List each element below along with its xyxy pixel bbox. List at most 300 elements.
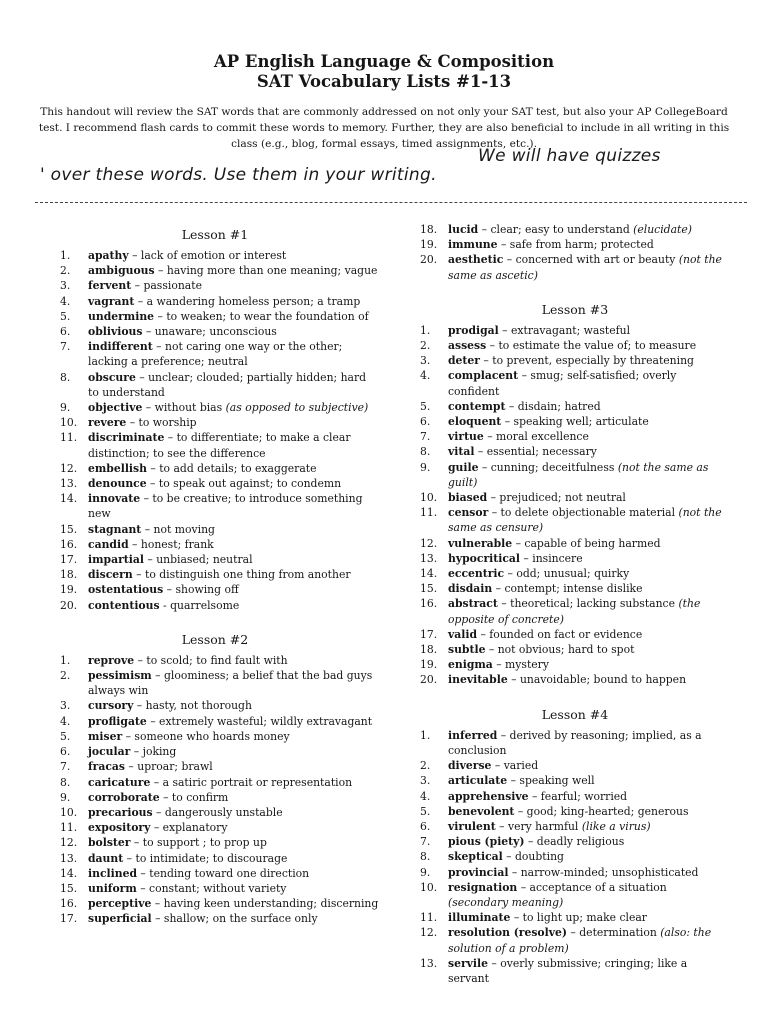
vocab-item (60, 430, 380, 460)
vocab-item (60, 522, 380, 537)
item-number: 9. (420, 460, 431, 474)
vocab-item (60, 805, 380, 820)
vocab-term: illuminate (448, 911, 511, 925)
vocab-definition: – clear; easy to understand (478, 223, 634, 236)
intro-paragraph: This handout will review the SAT words that are commonly addressed on not only your SAT test, but also your AP CollegeBoard test. I recommend flash cards to commit these words to memory. Further, they are also beneficial to include in all writing in this class (e.g., blog, formal essays, timed assignments, etc.). (38, 106, 730, 150)
vocab-definition: – narrow-minded; unsophisticated (508, 865, 699, 879)
vocab-item (420, 222, 730, 237)
vocab-term: biased (448, 491, 488, 505)
item-number: 10. (60, 805, 78, 819)
vocab-term: ambiguous (88, 264, 155, 278)
vocab-term: innovate (88, 492, 141, 506)
vocab-definition: – not obvious; hard to spot (485, 643, 635, 657)
vocab-definition: – having keen understanding; discerning (151, 897, 379, 911)
item-number: 15. (60, 522, 78, 536)
item-number: 14. (60, 866, 78, 880)
left-column (60, 222, 380, 927)
item-number: 19. (420, 238, 438, 252)
vocab-term: diverse (448, 759, 492, 773)
vocab-item (420, 551, 730, 566)
vocab-term: hypocritical (448, 551, 520, 565)
vocab-definition: – to differentiate; to make a clear distinction; to see the difference (88, 431, 351, 460)
vocab-term: inferred (448, 728, 498, 742)
item-number: 17. (420, 627, 438, 641)
vocab-definition: – hasty, not thorough (133, 699, 252, 713)
vocab-term: complacent (448, 369, 519, 383)
vocab-item (60, 339, 380, 369)
vocab-item (420, 925, 730, 955)
vocab-item (60, 911, 380, 926)
vocab-item (420, 596, 730, 626)
item-number: 18. (420, 643, 438, 657)
vocab-note: (not the same as censure) (448, 506, 722, 535)
vocab-definition: – moral excellence (483, 430, 589, 444)
vocab-item (60, 729, 380, 744)
vocab-item (420, 910, 730, 925)
vocab-term: deter (448, 354, 480, 368)
vocab-term: servile (448, 956, 488, 970)
vocab-definition: – smug; self-satisfied; overly confident (448, 369, 677, 398)
vocab-definition: – to be creative; to introduce something new (88, 492, 363, 521)
vocab-definition: – to distinguish one thing from another (132, 568, 351, 582)
vocab-item (60, 248, 380, 263)
vocab-term: provincial (448, 865, 509, 879)
item-number: 14. (420, 567, 438, 581)
vocab-definition: – insincere (520, 551, 583, 565)
item-number: 19. (60, 583, 78, 597)
item-number: 11. (420, 506, 438, 520)
vocab-definition: – contempt; intense dislike (492, 582, 643, 596)
vocab-term: bolster (88, 836, 131, 850)
item-number: 7. (60, 340, 71, 354)
item-number: 1. (60, 249, 71, 262)
right-column (420, 222, 730, 986)
vocab-term: ostentatious (88, 583, 164, 597)
vocab-definition: – unavoidable; bound to happen (507, 673, 687, 687)
vocab-definition: – overly submissive; cringing; like a servant (448, 956, 688, 985)
vocab-definition: – determination (567, 926, 661, 940)
vocab-term: pessimism (88, 669, 152, 683)
vocab-term: apathy (88, 249, 129, 262)
vocab-term: disdain (448, 582, 493, 596)
vocab-definition: – to light up; make clear (510, 911, 647, 925)
vocab-definition: – uproar; brawl (124, 760, 213, 774)
vocab-term: candid (88, 537, 129, 551)
vocab-term: obscure (88, 370, 136, 384)
item-number: 18. (60, 568, 78, 582)
vocab-item (420, 804, 730, 819)
vocab-item (60, 263, 380, 278)
item-number: 2. (60, 669, 71, 683)
vocab-definition: – varied (491, 759, 539, 773)
vocab-item (420, 323, 730, 338)
vocab-definition: – tending toward one direction (137, 866, 310, 880)
vocab-definition: – derived by reasoning; implied, as a conclusion (448, 728, 702, 757)
vocab-term: benevolent (448, 804, 515, 818)
item-number: 3. (60, 279, 71, 293)
lesson-heading: Lesson #2 (181, 631, 249, 647)
vocab-item (420, 566, 730, 581)
vocab-item (420, 536, 730, 551)
item-number: 20. (60, 598, 78, 612)
item-number: 20. (420, 253, 438, 267)
vocab-item (60, 714, 380, 729)
item-number: 8. (60, 370, 71, 384)
item-number: 7. (420, 835, 431, 849)
divider-line (35, 202, 747, 203)
vocab-item (420, 956, 730, 986)
vocab-item (420, 789, 730, 804)
item-number: 9. (60, 401, 71, 415)
vocab-note: (the opposite of concrete) (448, 597, 701, 626)
vocab-term: fervent (88, 279, 132, 293)
vocab-definition: – to weaken; to wear the foundation of (154, 309, 369, 323)
vocab-definition: – disdain; hatred (505, 399, 601, 413)
vocab-item (420, 657, 730, 672)
vocab-definition: – showing off (163, 583, 239, 597)
vocab-list (60, 653, 380, 927)
handwritten-note-line1: We will have quizzes (478, 146, 661, 166)
vocab-item (60, 759, 380, 774)
vocab-item (60, 775, 380, 790)
vocab-term: precarious (88, 805, 153, 819)
vocab-definition: – capable of being harmed (512, 536, 661, 550)
vocab-definition: – lack of emotion or interest (128, 249, 287, 262)
vocab-item (60, 896, 380, 911)
document-title: AP English Language & Composition (213, 52, 555, 71)
item-number: 10. (60, 416, 78, 430)
vocab-term: expository (88, 821, 151, 835)
vocab-term: valid (448, 627, 478, 641)
vocab-definition: – cunning; deceitfulness (478, 460, 618, 474)
item-number: 13. (420, 551, 438, 565)
vocab-item (60, 790, 380, 805)
vocab-definition: – theoretical; lacking substance (497, 597, 679, 611)
vocab-term: articulate (448, 774, 508, 788)
item-number: 15. (60, 881, 78, 895)
vocab-item (420, 353, 730, 368)
item-number: 5. (420, 804, 431, 818)
vocab-term: discriminate (88, 431, 165, 445)
vocab-term: embellish (88, 461, 147, 475)
vocab-item (420, 368, 730, 398)
vocab-term: censor (448, 506, 489, 520)
vocab-definition: – speaking well; articulate (501, 415, 649, 429)
item-number: 6. (420, 819, 431, 833)
vocab-definition: – passionate (131, 279, 202, 293)
item-number: 6. (420, 415, 431, 429)
vocab-definition: – fearful; worried (528, 789, 628, 803)
item-number: 12. (60, 836, 78, 850)
vocab-item (60, 491, 380, 521)
vocab-term: inevitable (448, 673, 508, 687)
vocab-term: perceptive (88, 897, 152, 911)
vocab-term: vital (448, 445, 475, 459)
vocab-term: corroborate (88, 790, 160, 804)
vocab-item (420, 865, 730, 880)
vocab-list (420, 728, 730, 986)
vocab-item (60, 537, 380, 552)
vocab-item (60, 820, 380, 835)
vocab-definition: – to delete objectionable material (488, 506, 679, 520)
vocab-term: enigma (448, 658, 493, 672)
vocab-item (60, 400, 380, 415)
vocab-definition: – concerned with art or beauty (503, 253, 679, 267)
vocab-note: (like a virus) (581, 819, 651, 833)
item-number: 3. (420, 354, 431, 368)
vocab-item (60, 881, 380, 896)
item-number: 12. (420, 536, 438, 550)
vocab-item (60, 415, 380, 430)
vocab-term: apprehensive (448, 789, 529, 803)
vocab-definition: – to add details; to exaggerate (146, 461, 317, 475)
vocab-definition: – a wandering homeless person; a tramp (134, 294, 361, 308)
vocab-term: superficial (88, 912, 152, 926)
item-number: 6. (60, 325, 71, 339)
vocab-term: lucid (448, 223, 479, 236)
item-number: 5. (60, 729, 71, 743)
vocab-term: discern (88, 568, 133, 582)
vocab-term: reprove (88, 653, 135, 667)
vocab-term: revere (88, 416, 127, 430)
item-number: 19. (420, 658, 438, 672)
vocab-item (60, 476, 380, 491)
vocab-item (60, 552, 380, 567)
vocab-definition: – founded on fact or evidence (477, 627, 643, 641)
vocab-term: virulent (448, 819, 496, 833)
vocab-term: inclined (88, 866, 137, 880)
vocab-definition: – joking (130, 745, 177, 759)
vocab-item (60, 278, 380, 293)
vocab-definition: – not caring one way or the other; lacking a preference; neutral (88, 340, 343, 369)
vocab-definition: – someone who hoards money (122, 729, 290, 743)
vocab-item (420, 338, 730, 353)
vocab-item (60, 598, 380, 613)
handwritten-note-line2: ' over these words. Use them in your writing. (40, 165, 437, 185)
vocab-item (420, 252, 730, 282)
item-number: 20. (420, 673, 438, 687)
vocab-definition: – constant; without variety (136, 881, 287, 895)
vocab-item (60, 324, 380, 339)
vocab-definition: - quarrelsome (159, 598, 240, 612)
item-number: 3. (60, 699, 71, 713)
vocab-term: vulnerable (448, 536, 513, 550)
item-number: 4. (420, 789, 431, 803)
vocab-item (420, 490, 730, 505)
vocab-definition: – unclear; clouded; partially hidden; hard to understand (88, 370, 367, 399)
vocab-definition: – mystery (492, 658, 549, 672)
item-number: 17. (60, 553, 78, 567)
vocab-definition: – deadly religious (524, 835, 625, 849)
vocab-term: guile (448, 460, 479, 474)
item-number: 4. (420, 369, 431, 383)
item-number: 9. (60, 790, 71, 804)
item-number: 5. (60, 309, 71, 323)
vocab-term: virtue (448, 430, 484, 444)
vocab-term: denounce (88, 477, 147, 491)
item-number: 7. (420, 430, 431, 444)
vocab-definition: – extremely wasteful; wildly extravagant (146, 714, 373, 728)
vocab-note: (elucidate) (633, 223, 692, 236)
vocab-definition: – to support ; to prop up (130, 836, 267, 850)
item-number: 7. (60, 760, 71, 774)
vocab-term: stagnant (88, 522, 142, 536)
item-number: 8. (420, 850, 431, 864)
vocab-term: daunt (88, 851, 124, 865)
vocab-definition: – honest; frank (128, 537, 214, 551)
vocab-definition: – to confirm (159, 790, 229, 804)
lesson-heading: Lesson #4 (541, 706, 609, 722)
item-number: 16. (60, 897, 78, 911)
vocab-list (60, 248, 380, 613)
vocab-definition: – to intimidate; to discourage (123, 851, 288, 865)
item-number: 10. (420, 491, 438, 505)
vocab-item (60, 835, 380, 850)
vocab-term: miser (88, 729, 123, 743)
vocab-item (420, 642, 730, 657)
document-header (0, 52, 768, 92)
vocab-term: objective (88, 401, 143, 415)
vocab-term: contentious (88, 598, 160, 612)
vocab-note: (secondary meaning) (448, 895, 564, 909)
vocab-item (420, 460, 730, 490)
item-number: 1. (60, 653, 71, 667)
vocab-definition: – acceptance of a situation (517, 880, 667, 894)
vocab-item (420, 414, 730, 429)
item-number: 4. (60, 294, 71, 308)
vocab-item (420, 728, 730, 758)
vocab-term: undermine (88, 309, 155, 323)
item-number: 1. (420, 323, 431, 337)
item-number: 8. (420, 445, 431, 459)
vocab-definition: – gloominess; a belief that the bad guys always win (88, 669, 373, 698)
vocab-definition: – unaware; unconscious (142, 325, 277, 339)
vocab-definition: – dangerously unstable (152, 805, 283, 819)
vocab-definition: – to estimate the value of; to measure (486, 339, 697, 353)
item-number: 18. (420, 223, 438, 236)
item-number: 2. (60, 264, 71, 278)
item-number: 14. (60, 492, 78, 506)
item-number: 11. (60, 821, 78, 835)
vocab-term: vagrant (88, 294, 135, 308)
vocab-definition: – very harmful (495, 819, 582, 833)
vocab-definition: – speaking well (507, 774, 595, 788)
vocab-item (60, 309, 380, 324)
vocab-definition: – prejudiced; not neutral (487, 491, 626, 505)
vocab-definition: – unbiased; neutral (143, 553, 253, 567)
vocab-definition: – to speak out against; to condemn (146, 477, 342, 491)
vocab-item (420, 581, 730, 596)
vocab-list (420, 222, 730, 283)
vocab-item (420, 444, 730, 459)
vocab-item (60, 653, 380, 668)
vocab-note: (not the same as ascetic) (448, 253, 722, 282)
vocab-definition: – to worship (126, 416, 197, 430)
vocab-term: fracas (88, 760, 125, 774)
vocab-item (420, 672, 730, 687)
vocab-definition: – without bias (142, 401, 226, 415)
vocab-definition: – a satiric portrait or representation (150, 775, 353, 789)
item-number: 10. (420, 880, 438, 894)
item-number: 15. (420, 582, 438, 596)
vocab-term: immune (448, 238, 498, 252)
vocab-definition: – to scold; to find fault with (134, 653, 288, 667)
item-number: 16. (420, 597, 438, 611)
item-number: 16. (60, 537, 78, 551)
item-number: 4. (60, 714, 71, 728)
vocab-term: contempt (448, 399, 506, 413)
item-number: 17. (60, 912, 78, 926)
item-number: 13. (60, 851, 78, 865)
vocab-item (60, 567, 380, 582)
vocab-definition: – safe from harm; protected (497, 238, 654, 252)
item-number: 11. (420, 911, 438, 925)
item-number: 12. (60, 461, 78, 475)
vocab-term: skeptical (448, 850, 503, 864)
vocab-note: (as opposed to subjective) (225, 401, 369, 415)
item-number: 2. (420, 759, 431, 773)
vocab-item (420, 849, 730, 864)
item-number: 2. (420, 339, 431, 353)
vocab-term: uniform (88, 881, 137, 895)
vocab-term: prodigal (448, 323, 499, 337)
vocab-definition: – odd; unusual; quirky (504, 567, 630, 581)
vocab-item (60, 698, 380, 713)
vocab-term: assess (448, 339, 487, 353)
vocab-note: (not the same as guilt) (448, 460, 709, 489)
vocab-item (60, 461, 380, 476)
vocab-term: resolution (resolve) (448, 926, 567, 940)
item-number: 5. (420, 399, 431, 413)
vocab-term: abstract (448, 597, 498, 611)
vocab-item (60, 294, 380, 309)
vocab-item (60, 744, 380, 759)
lesson-heading: Lesson #1 (181, 227, 249, 242)
vocab-term: aesthetic (448, 253, 504, 267)
vocab-definition: – doubting (502, 850, 564, 864)
vocab-definition: – explanatory (150, 821, 228, 835)
vocab-term: cursory (88, 699, 134, 713)
vocab-item (420, 399, 730, 414)
item-number: 8. (60, 775, 71, 789)
item-number: 9. (420, 865, 431, 879)
vocab-item (60, 866, 380, 881)
item-number: 6. (60, 745, 71, 759)
vocab-item (420, 773, 730, 788)
lesson-heading: Lesson #3 (541, 301, 609, 317)
vocab-term: profligate (88, 714, 147, 728)
vocab-item (60, 582, 380, 597)
vocab-definition: – shallow; on the surface only (151, 912, 318, 926)
vocab-item (420, 627, 730, 642)
vocab-definition: – not moving (141, 522, 215, 536)
vocab-item (60, 851, 380, 866)
vocab-term: impartial (88, 553, 144, 567)
vocab-term: jocular (88, 745, 131, 759)
vocab-item (420, 429, 730, 444)
vocab-item (420, 758, 730, 773)
vocab-term: eloquent (448, 415, 502, 429)
vocab-definition: – essential; necessary (474, 445, 597, 459)
vocab-item (420, 880, 730, 910)
vocab-definition: – good; king-hearted; generous (514, 804, 689, 818)
vocab-list (420, 323, 730, 688)
item-number: 12. (420, 926, 438, 940)
vocab-term: pious (piety) (448, 835, 525, 849)
item-number: 3. (420, 774, 431, 788)
vocab-item (420, 819, 730, 834)
item-number: 11. (60, 431, 78, 445)
